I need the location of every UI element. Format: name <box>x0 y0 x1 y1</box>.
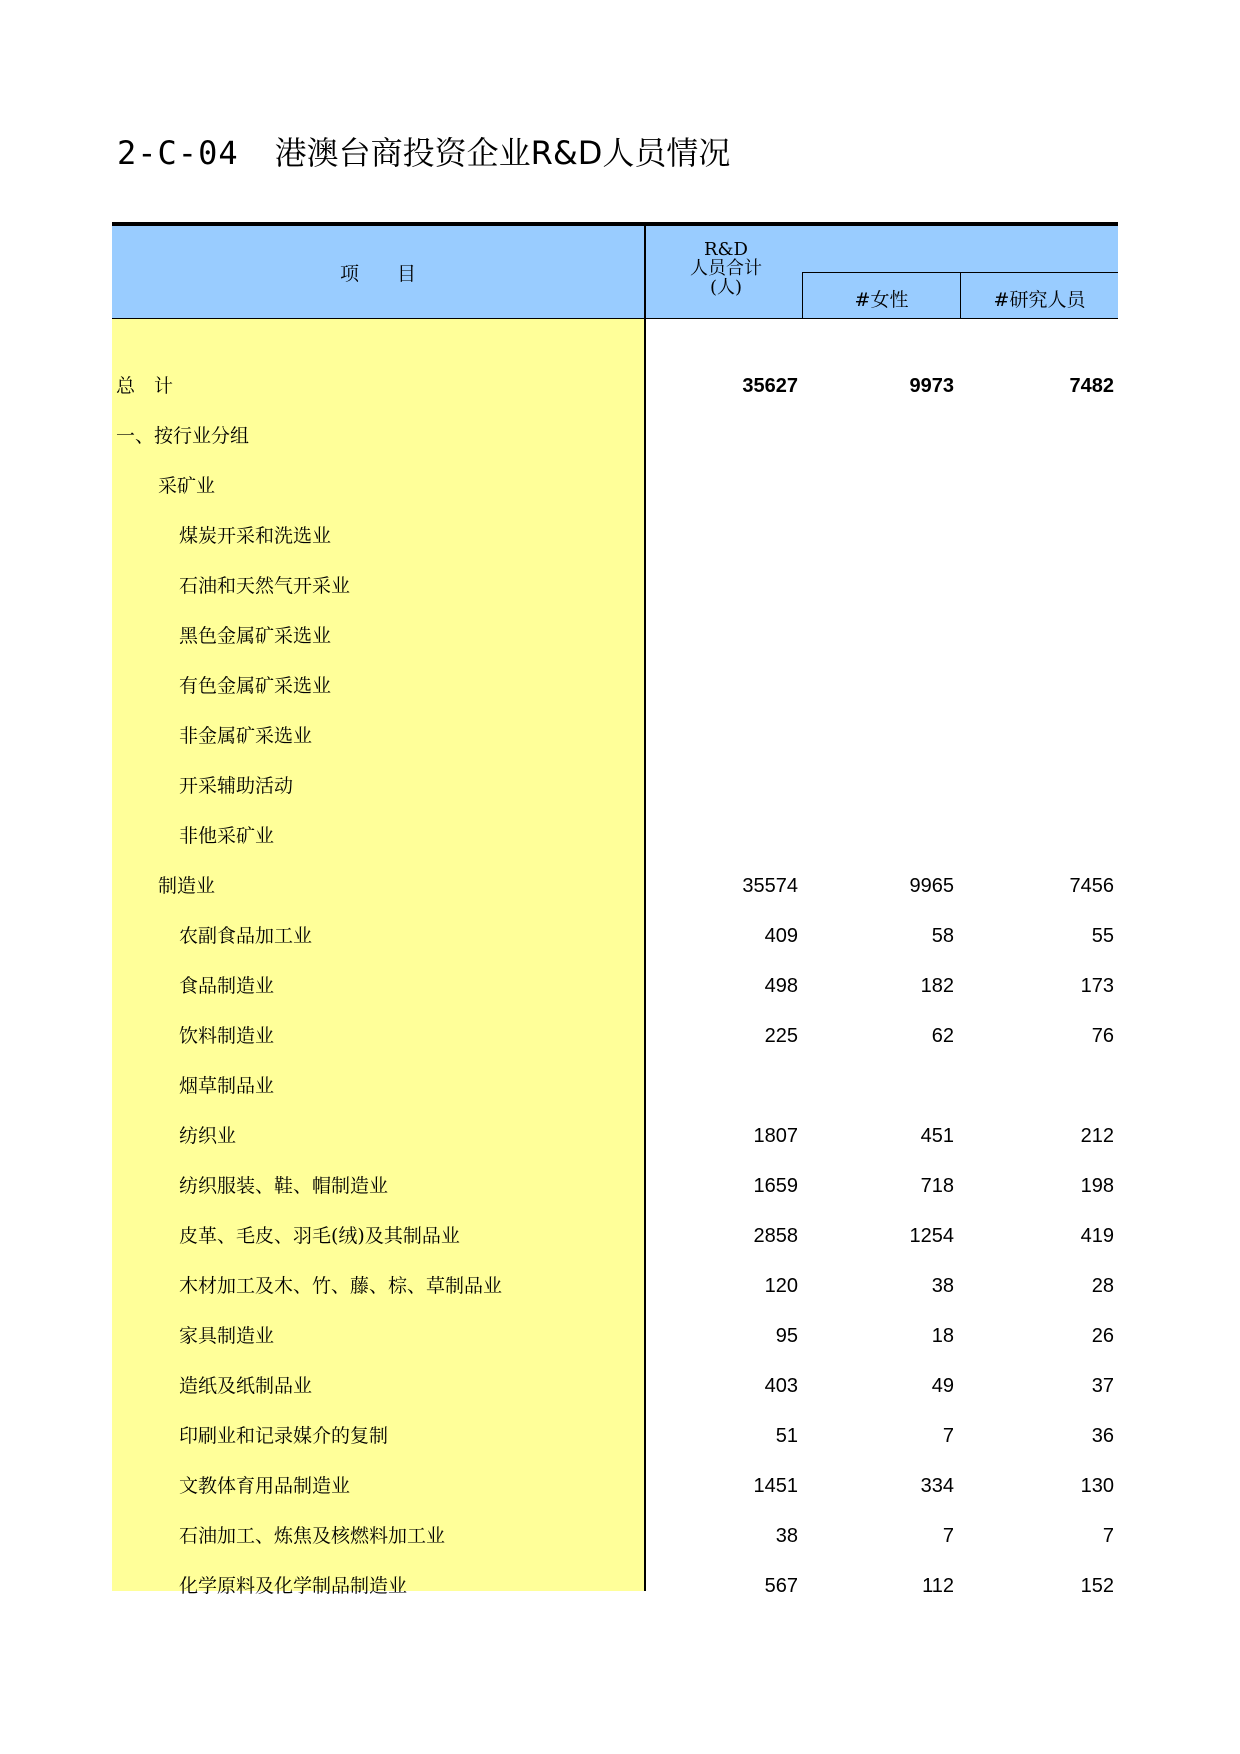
researcher-value: 198 <box>1080 1175 1114 1197</box>
table-header <box>112 226 1118 319</box>
row-label: 饮料制造业 <box>179 1025 275 1047</box>
table-row <box>112 761 1118 811</box>
row-label: 制造业 <box>158 875 216 897</box>
table-title: 港澳台商投资企业R&D人员情况 <box>274 134 731 172</box>
total-value <box>646 411 798 461</box>
row-label: 煤炭开采和洗选业 <box>179 525 332 547</box>
researcher-value <box>960 411 1114 461</box>
total-value: 1807 <box>753 1125 798 1147</box>
researcher-value: 55 <box>1091 925 1114 947</box>
row-label: 开采辅助活动 <box>179 775 294 797</box>
row-label: 石油加工、炼焦及核燃料加工业 <box>179 1525 446 1547</box>
table-row <box>112 711 1118 761</box>
header-item: 项 目 <box>112 226 646 318</box>
researcher-value: 419 <box>1080 1225 1114 1247</box>
table-row <box>112 1461 1118 1511</box>
total-value: 1659 <box>753 1175 798 1197</box>
row-label: 非他采矿业 <box>179 825 275 847</box>
table-row <box>112 1561 1118 1611</box>
table-row <box>112 911 1118 961</box>
row-label: 皮革、毛皮、羽毛(绒)及其制品业 <box>179 1225 460 1247</box>
row-label: 农副食品加工业 <box>179 925 313 947</box>
female-value: 451 <box>920 1125 954 1147</box>
table-row <box>112 811 1118 861</box>
researcher-value <box>960 461 1114 511</box>
row-label: 黑色金属矿采选业 <box>179 625 332 647</box>
header-total: R&D 人员合计 (人) <box>690 239 762 298</box>
total-value <box>646 461 798 511</box>
row-label: 非金属矿采选业 <box>179 725 313 747</box>
row-label: 食品制造业 <box>179 975 275 997</box>
total-value: 35627 <box>742 375 798 397</box>
table-row <box>112 461 1118 511</box>
table-row <box>112 661 1118 711</box>
female-value: 18 <box>931 1325 954 1347</box>
table-row <box>112 1361 1118 1411</box>
table-row <box>112 1061 1118 1111</box>
female-value: 49 <box>931 1375 954 1397</box>
total-value: 35574 <box>742 875 798 897</box>
total-value <box>646 611 798 661</box>
table-row <box>112 1011 1118 1061</box>
row-label: 造纸及纸制品业 <box>179 1375 313 1397</box>
researcher-value: 152 <box>1080 1575 1114 1597</box>
researcher-value <box>960 761 1114 811</box>
female-value <box>802 811 954 861</box>
row-label: 木材加工及木、竹、藤、棕、草制品业 <box>179 1275 503 1297</box>
researcher-value: 28 <box>1091 1275 1114 1297</box>
data-table <box>112 222 1118 1611</box>
row-label: 纺织业 <box>179 1125 237 1147</box>
row-label: 家具制造业 <box>179 1325 275 1347</box>
researcher-value: 36 <box>1091 1425 1114 1447</box>
female-value: 334 <box>920 1475 954 1497</box>
total-value: 95 <box>775 1325 798 1347</box>
table-row <box>112 1261 1118 1311</box>
total-value <box>646 511 798 561</box>
table-row <box>112 1161 1118 1211</box>
female-value <box>802 1061 954 1111</box>
row-label: 化学原料及化学制品制造业 <box>179 1575 408 1597</box>
researcher-value: 7456 <box>1069 875 1114 897</box>
female-value <box>802 511 954 561</box>
researcher-value <box>960 1061 1114 1111</box>
female-value: 9973 <box>909 375 954 397</box>
total-value: 567 <box>764 1575 798 1597</box>
female-value <box>802 411 954 461</box>
table-row <box>112 1511 1118 1561</box>
researcher-value <box>960 611 1114 661</box>
total-value <box>646 761 798 811</box>
row-label: 文教体育用品制造业 <box>179 1475 351 1497</box>
female-value: 1254 <box>909 1225 954 1247</box>
female-value: 182 <box>920 975 954 997</box>
female-value: 62 <box>931 1025 954 1047</box>
table-row <box>112 361 1118 411</box>
female-value <box>802 561 954 611</box>
researcher-value: 173 <box>1080 975 1114 997</box>
total-value: 409 <box>764 925 798 947</box>
row-label: 印刷业和记录媒介的复制 <box>179 1425 389 1447</box>
female-value: 58 <box>931 925 954 947</box>
total-value <box>646 711 798 761</box>
table-row <box>112 1111 1118 1161</box>
total-value: 38 <box>775 1525 798 1547</box>
table-row <box>112 411 1118 461</box>
female-value: 7 <box>942 1425 954 1447</box>
table-body <box>112 319 1118 1611</box>
table-row <box>112 1211 1118 1261</box>
female-value: 112 <box>922 1575 954 1597</box>
researcher-value: 212 <box>1080 1125 1114 1147</box>
table-row <box>112 961 1118 1011</box>
researcher-value: 130 <box>1080 1475 1114 1497</box>
total-value <box>646 1061 798 1111</box>
row-label: 纺织服装、鞋、帽制造业 <box>179 1175 389 1197</box>
total-value: 1451 <box>753 1475 798 1497</box>
researcher-value <box>960 511 1114 561</box>
female-value <box>802 611 954 661</box>
total-value <box>646 661 798 711</box>
header-female: #女性 <box>802 272 960 318</box>
researcher-value <box>960 811 1114 861</box>
page-title <box>117 128 730 174</box>
total-value: 51 <box>775 1425 798 1447</box>
table-row <box>112 861 1118 911</box>
female-value <box>802 661 954 711</box>
total-value: 225 <box>764 1025 798 1047</box>
researcher-value <box>960 561 1114 611</box>
total-value: 2858 <box>753 1225 798 1247</box>
table-row <box>112 611 1118 661</box>
table-row <box>112 561 1118 611</box>
female-value: 9965 <box>909 875 954 897</box>
female-value: 718 <box>920 1175 954 1197</box>
researcher-value: 26 <box>1091 1325 1114 1347</box>
header-researcher: #研究人员 <box>960 272 1118 318</box>
female-value <box>802 761 954 811</box>
total-value: 498 <box>764 975 798 997</box>
female-value <box>802 711 954 761</box>
table-code: 2-C-04 <box>117 134 239 172</box>
female-value <box>802 461 954 511</box>
total-value <box>646 811 798 861</box>
table-row <box>112 1411 1118 1461</box>
female-value: 38 <box>931 1275 954 1297</box>
total-value: 120 <box>764 1275 798 1297</box>
row-label: 烟草制品业 <box>179 1075 275 1097</box>
row-label: 采矿业 <box>158 475 216 497</box>
female-value: 7 <box>942 1525 954 1547</box>
researcher-value: 37 <box>1091 1375 1114 1397</box>
researcher-value <box>960 711 1114 761</box>
total-value: 403 <box>764 1375 798 1397</box>
total-value <box>646 561 798 611</box>
row-label: 石油和天然气开采业 <box>179 575 351 597</box>
table-row <box>112 1311 1118 1361</box>
researcher-value: 7 <box>1102 1525 1114 1547</box>
researcher-value: 76 <box>1091 1025 1114 1047</box>
researcher-value <box>960 661 1114 711</box>
row-label: 一、按行业分组 <box>116 425 250 447</box>
table-row <box>112 511 1118 561</box>
researcher-value: 7482 <box>1069 375 1114 397</box>
row-label: 总 计 <box>116 375 174 397</box>
row-label: 有色金属矿采选业 <box>179 675 332 697</box>
